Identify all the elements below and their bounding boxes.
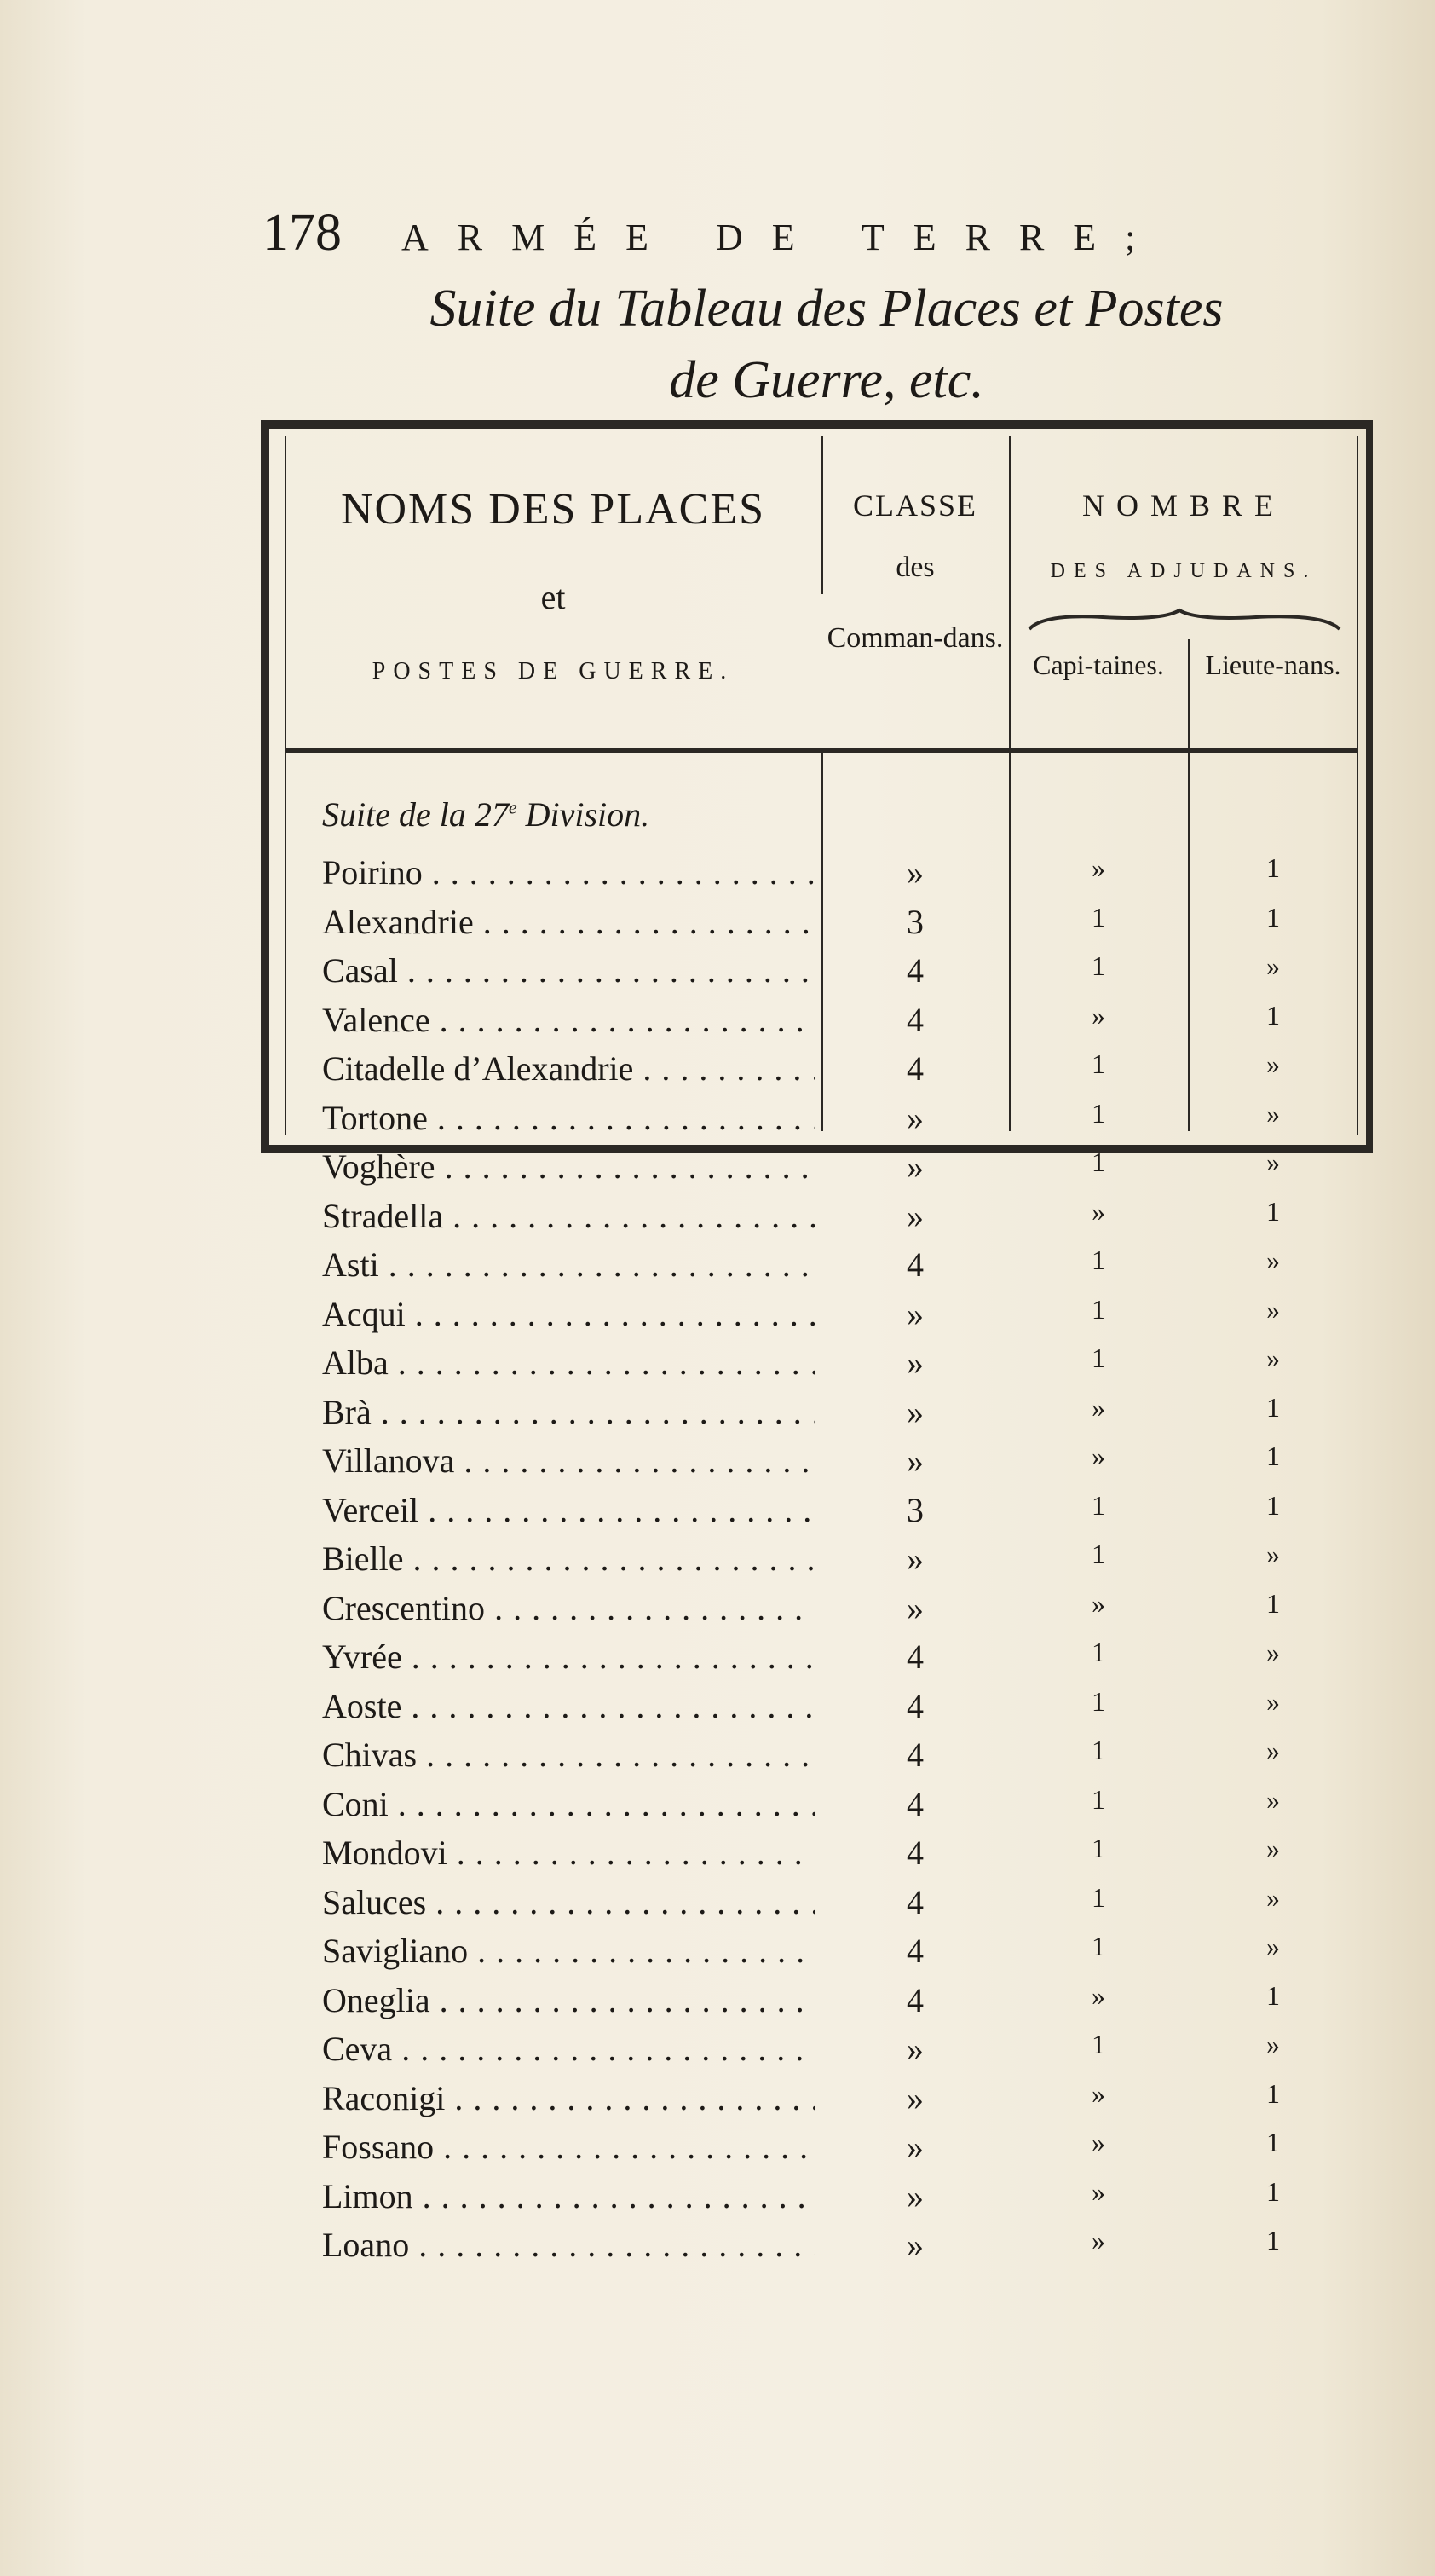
capitaines-cell: » [1092, 2127, 1105, 2157]
lieutenans-cell: » [1266, 1783, 1280, 1815]
classe-cell: 3 [907, 902, 924, 941]
capitaines-cell: » [1092, 999, 1105, 1031]
place-name: Raconigi . . . [322, 2078, 815, 2118]
capitaines-cell: 1 [1092, 901, 1105, 933]
classe-cell: » [907, 1343, 924, 1382]
lieutenans-cell: 1 [1266, 1391, 1280, 1423]
classe-cell: » [907, 853, 924, 892]
classe-cell: » [907, 2128, 924, 2166]
capitaines-cell: 1 [1092, 1146, 1105, 1177]
classe-cell: 4 [907, 951, 924, 990]
lieutenans-cell: » [1266, 1735, 1280, 1765]
capitaines-cell: 1 [1092, 1489, 1105, 1521]
header-lieutenans: Lieute-nans. [1205, 650, 1341, 680]
place-name: Casal . . . [322, 950, 815, 991]
brace-ornament [1026, 607, 1343, 632]
capitaines-cell: 1 [1092, 1881, 1105, 1913]
capitaines-cell: 1 [1092, 2029, 1105, 2059]
classe-cell: » [907, 1539, 924, 1578]
classe-cell: » [907, 2226, 924, 2264]
place-name: Mondovi . . . [322, 1833, 815, 1873]
lieutenans-cell: » [1266, 950, 1280, 981]
classe-cell: » [907, 1441, 924, 1480]
capitaines-cell: 1 [1092, 1783, 1105, 1815]
place-name: Villanova . . . [322, 1441, 815, 1481]
place-name: Alba . . . [322, 1343, 815, 1383]
table-row [285, 2225, 1358, 2274]
classe-cell: 4 [907, 1932, 924, 1970]
capitaines-cell: 1 [1092, 1343, 1105, 1373]
place-name: Brà . . . [322, 1392, 815, 1432]
lieutenans-cell: 1 [1266, 1195, 1280, 1227]
place-name: Savigliano . . . [322, 1931, 815, 1971]
table-row [285, 1931, 1358, 1980]
lieutenans-cell: » [1266, 1931, 1280, 1961]
lieutenans-cell: » [1266, 1685, 1280, 1717]
classe-cell: 4 [907, 1686, 924, 1725]
lieutenans-cell: 1 [1266, 999, 1280, 1031]
table-caption [256, 273, 1398, 416]
table-row [285, 2029, 1358, 2078]
classe-cell: » [907, 1147, 924, 1186]
lieutenans-cell: 1 [1266, 1441, 1280, 1471]
place-name: Ceva . . . [322, 2029, 815, 2069]
place-name: Stradella . . . [322, 1196, 815, 1236]
capitaines-cell: » [1092, 2225, 1105, 2255]
caption-line-2: de Guerre, etc. [669, 351, 984, 409]
classe-cell: 4 [907, 1637, 924, 1676]
classe-cell: » [907, 1392, 924, 1431]
lieutenans-cell: 1 [1266, 852, 1280, 883]
classe-cell: 3 [907, 1490, 924, 1529]
lieutenans-cell: 1 [1266, 1587, 1280, 1619]
lieutenans-cell: » [1266, 1097, 1280, 1129]
capitaines-cell: 1 [1092, 1833, 1105, 1863]
table-row [285, 1686, 1358, 1736]
place-name: Fossano . . . [322, 2127, 815, 2167]
table-row [285, 2127, 1358, 2176]
place-name: Aoste . . . [322, 1686, 815, 1726]
table-row [285, 1098, 1358, 1147]
classe-cell: » [907, 1098, 924, 1137]
table-row [285, 1980, 1358, 2030]
lieutenans-cell: » [1266, 2029, 1280, 2059]
place-name: Chivas . . . [322, 1735, 815, 1775]
lieutenans-cell: 1 [1266, 901, 1280, 933]
table-row [285, 1490, 1358, 1539]
capitaines-cell: 1 [1092, 1293, 1105, 1325]
capitaines-cell: » [1092, 1587, 1105, 1619]
table-row [285, 1539, 1358, 1588]
table-row [285, 1735, 1358, 1784]
lieutenans-cell: 1 [1266, 2127, 1280, 2157]
section-title-text: Suite de la 27e Division. [322, 795, 650, 834]
place-name: Bielle . . . [322, 1539, 815, 1579]
classe-cell: 4 [907, 1000, 924, 1039]
header-postes: POSTES DE GUERRE. [372, 658, 735, 684]
classe-cell: 4 [907, 1049, 924, 1088]
section-title [322, 794, 649, 835]
lieutenans-cell: » [1266, 1833, 1280, 1863]
table-row [285, 1196, 1358, 1245]
capitaines-cell: » [1092, 1195, 1105, 1227]
classe-cell: 4 [907, 1784, 924, 1823]
capitaines-cell: 1 [1092, 1048, 1105, 1079]
place-name: Verceil . . . [322, 1490, 815, 1530]
place-name: Poirino . . . [322, 852, 815, 892]
place-name: Acqui . . . [322, 1294, 815, 1334]
table-row [285, 1588, 1358, 1637]
place-name: Asti . . . [322, 1245, 815, 1285]
table-row [285, 950, 1358, 1000]
lieutenans-cell: » [1266, 1245, 1280, 1275]
capitaines-cell: 1 [1092, 1931, 1105, 1961]
classe-cell: 4 [907, 1980, 924, 2019]
page-number: 178 [262, 204, 342, 262]
table-row [285, 1637, 1358, 1686]
lieutenans-cell: » [1266, 1343, 1280, 1373]
place-name: Crescentino . . . [322, 1588, 815, 1628]
header-commandans: Comman-dans. [827, 622, 1004, 654]
table-row [285, 1146, 1358, 1196]
table-row [285, 1882, 1358, 1932]
lieutenans-cell: 1 [1266, 2225, 1280, 2255]
classe-cell: » [907, 2176, 924, 2215]
capitaines-cell: » [1092, 2175, 1105, 2207]
table-row [285, 1833, 1358, 1882]
place-name: Tortone . . . [322, 1098, 815, 1138]
lieutenans-cell: 1 [1266, 2175, 1280, 2207]
table-row [285, 1784, 1358, 1834]
place-name: Loano . . . [322, 2225, 815, 2265]
header-classe: CLASSE [852, 488, 978, 523]
place-name: Coni . . . [322, 1784, 815, 1824]
table-row [285, 1294, 1358, 1343]
header-rule [285, 748, 1358, 753]
classe-cell: » [907, 1196, 924, 1235]
header-adjudans: DES ADJUDANS. [1050, 560, 1317, 582]
capitaines-cell: 1 [1092, 950, 1105, 981]
lieutenans-cell: 1 [1266, 1489, 1280, 1521]
capitaines-cell: » [1092, 1979, 1105, 2011]
capitaines-cell: 1 [1092, 1637, 1105, 1667]
caption-line-1: Suite du Tableau des Places et Postes [429, 280, 1224, 338]
capitaines-cell: » [1092, 852, 1105, 883]
table-row [285, 1343, 1358, 1392]
lieutenans-cell: » [1266, 1881, 1280, 1913]
capitaines-cell: » [1092, 2077, 1105, 2109]
table-row [285, 1392, 1358, 1441]
header-des: des [896, 552, 935, 583]
lieutenans-cell: » [1266, 1048, 1280, 1079]
capitaines-cell: 1 [1092, 1097, 1105, 1129]
table-row [285, 1441, 1358, 1490]
classe-cell: » [907, 1588, 924, 1627]
table-row [285, 902, 1358, 951]
header-noms: NOMS DES PLACES [340, 485, 766, 534]
place-name: Voghère . . . [322, 1146, 815, 1187]
classe-cell: » [907, 1294, 924, 1333]
place-name: Yvrée . . . [322, 1637, 815, 1677]
lieutenans-cell: 1 [1266, 2077, 1280, 2109]
table-row [285, 1245, 1358, 1294]
place-name: Oneglia . . . [322, 1980, 815, 2020]
capitaines-cell: » [1092, 1391, 1105, 1423]
lieutenans-cell: » [1266, 1293, 1280, 1325]
capitaines-cell: 1 [1092, 1245, 1105, 1275]
place-name: Saluces . . . [322, 1882, 815, 1922]
lieutenans-cell: » [1266, 1637, 1280, 1667]
place-name: Alexandrie . . . [322, 902, 815, 942]
capitaines-cell: 1 [1092, 1685, 1105, 1717]
capitaines-cell: 1 [1092, 1539, 1105, 1569]
header-et: et [540, 578, 566, 616]
table-row [285, 852, 1358, 902]
lieutenans-cell: » [1266, 1146, 1280, 1177]
capitaines-cell: » [1092, 1441, 1105, 1471]
lieutenans-cell: 1 [1266, 1979, 1280, 2011]
place-name: Valence . . . [322, 1000, 815, 1040]
lieutenans-cell: » [1266, 1539, 1280, 1569]
table-row [285, 2176, 1358, 2226]
capitaines-cell: 1 [1092, 1735, 1105, 1765]
table-row [285, 1000, 1358, 1049]
table-row [285, 2078, 1358, 2128]
classe-cell: 4 [907, 1245, 924, 1284]
classe-cell: 4 [907, 1834, 924, 1872]
classe-cell: 4 [907, 1882, 924, 1921]
table-row [285, 1048, 1358, 1098]
header-nombre: NOMBRE [1081, 488, 1286, 523]
classe-cell: 4 [907, 1736, 924, 1774]
place-name: Citadelle d’Alexandrie . . . [322, 1048, 815, 1089]
place-name: Limon . . . [322, 2176, 815, 2216]
header-capitaines: Capi-taines. [1033, 650, 1164, 680]
running-title: ARMÉE DE TERRE; [401, 217, 1165, 258]
page-header [262, 203, 1370, 280]
classe-cell: » [907, 2030, 924, 2068]
classe-cell: » [907, 2078, 924, 2117]
